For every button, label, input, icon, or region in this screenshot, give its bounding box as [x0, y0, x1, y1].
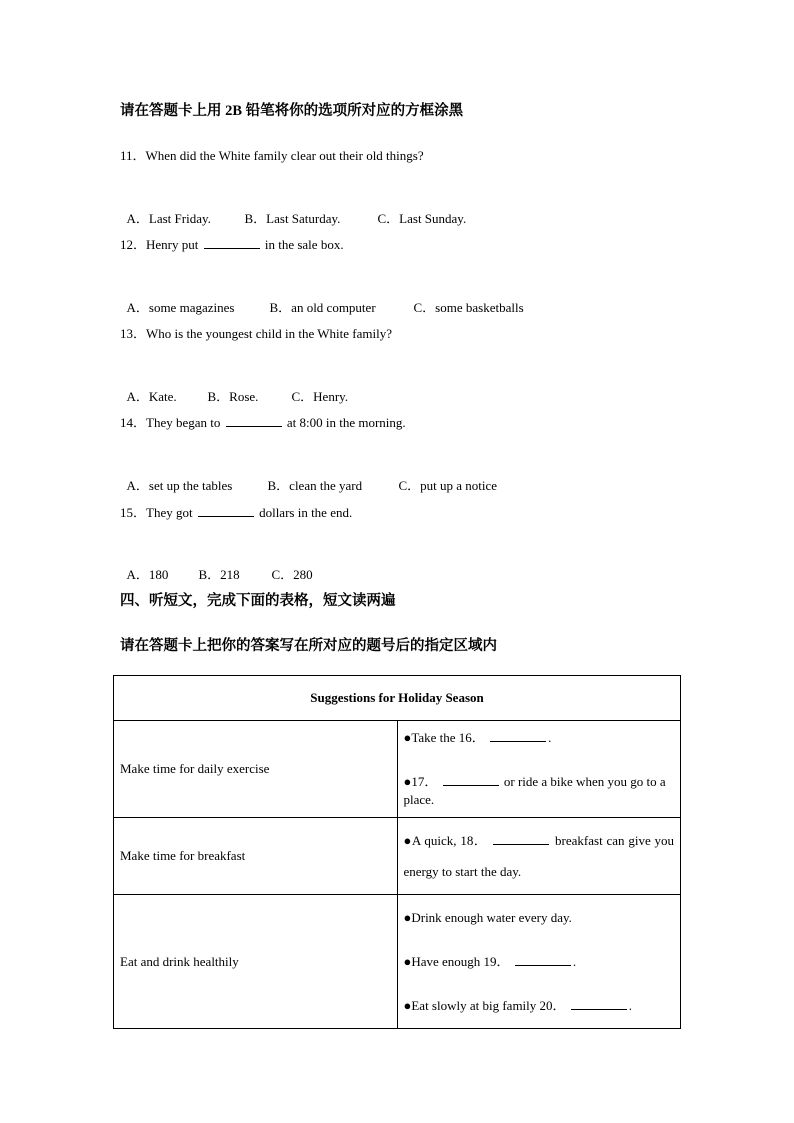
row-items — [397, 895, 681, 1029]
list-item — [404, 773, 675, 809]
list-item — [404, 729, 675, 747]
option-b[interactable]: B．218 — [198, 567, 240, 582]
item-text: ●17． — [403, 774, 438, 789]
question-14 — [120, 414, 406, 432]
answer-blank-16[interactable] — [490, 729, 546, 742]
answer-blank-17[interactable] — [443, 773, 499, 786]
item-text: ●Have enough 19． — [403, 953, 510, 969]
table-row — [114, 818, 681, 895]
table-row — [114, 895, 681, 1029]
section-4-title: 四、听短文，完成下面的表格，短文读两遍 — [120, 593, 396, 609]
option-b[interactable]: B．Last Saturday. — [244, 211, 341, 226]
answer-blank-20[interactable] — [571, 997, 627, 1010]
list-item — [404, 997, 675, 1015]
option-a[interactable]: A．180 — [126, 567, 169, 582]
list-item — [404, 909, 675, 927]
option-a[interactable]: A．set up the tables — [126, 478, 233, 493]
option-c[interactable]: C．Last Sunday. — [377, 211, 467, 226]
answer-blank — [226, 414, 282, 427]
option-c[interactable]: C．put up a notice — [398, 478, 498, 493]
question-15 — [120, 504, 352, 522]
row-items — [397, 818, 681, 895]
options-14 — [120, 459, 497, 495]
item-text: ●Eat slowly at big family 20． — [403, 997, 566, 1013]
options-13 — [120, 370, 348, 406]
list-item — [404, 953, 675, 971]
row-category: Make time for breakfast — [114, 818, 398, 895]
option-c[interactable]: C．280 — [271, 567, 313, 582]
options-11 — [120, 192, 466, 228]
question-stem: at 8:00 in the morning. — [286, 415, 406, 430]
row-category: Eat and drink healthily — [114, 895, 398, 1029]
option-b[interactable]: B．an old computer — [269, 300, 376, 315]
question-stem: 14．They began to — [120, 415, 221, 430]
item-text: . — [572, 953, 577, 969]
item-text: ●Drink enough water every day. — [403, 909, 572, 925]
options-15 — [120, 548, 313, 584]
table-row — [114, 721, 681, 818]
item-text: breakfast can give you energy to start the day. — [403, 833, 675, 879]
item-text: ●A quick, 18． — [403, 833, 488, 848]
option-c[interactable]: C．Henry. — [291, 389, 349, 404]
answer-blank — [204, 236, 260, 249]
item-text: . — [548, 730, 552, 745]
instruction-write-answers: 请在答题卡上把你的答案写在所对应的题号后的指定区域内 — [120, 638, 497, 654]
question-11: 11．When did the White family clear out their old things? — [120, 148, 424, 163]
list-item — [404, 825, 675, 887]
question-12 — [120, 236, 344, 254]
item-text: or ride a bike when you go to a place. — [403, 774, 666, 807]
question-stem: dollars in the end. — [259, 505, 353, 520]
options-12 — [120, 281, 524, 317]
item-text: ●Take the 16． — [403, 730, 485, 745]
question-stem: 12．Henry put — [120, 237, 199, 252]
row-category: Make time for daily exercise — [114, 721, 398, 818]
suggestions-table — [113, 675, 681, 1029]
option-a[interactable]: A．Kate. — [126, 389, 177, 404]
question-13: 13．Who is the youngest child in the White family? — [120, 326, 392, 341]
question-stem: 15．They got — [120, 505, 193, 520]
answer-blank-19[interactable] — [515, 953, 571, 966]
table-title: Suggestions for Holiday Season — [114, 676, 681, 721]
answer-blank-18[interactable] — [493, 832, 549, 845]
row-items — [397, 721, 681, 818]
answer-blank — [198, 504, 254, 517]
question-stem: in the sale box. — [264, 237, 344, 252]
option-a[interactable]: A．some magazines — [126, 300, 235, 315]
option-b[interactable]: B．Rose. — [207, 389, 259, 404]
option-b[interactable]: B．clean the yard — [267, 478, 363, 493]
option-c[interactable]: C．some basketballs — [413, 300, 524, 315]
instruction-fill-boxes: 请在答题卡上用 2B 铅笔将你的选项所对应的方框涂黑 — [120, 103, 464, 119]
option-a[interactable]: A．Last Friday. — [126, 211, 211, 226]
item-text: . — [628, 997, 633, 1013]
